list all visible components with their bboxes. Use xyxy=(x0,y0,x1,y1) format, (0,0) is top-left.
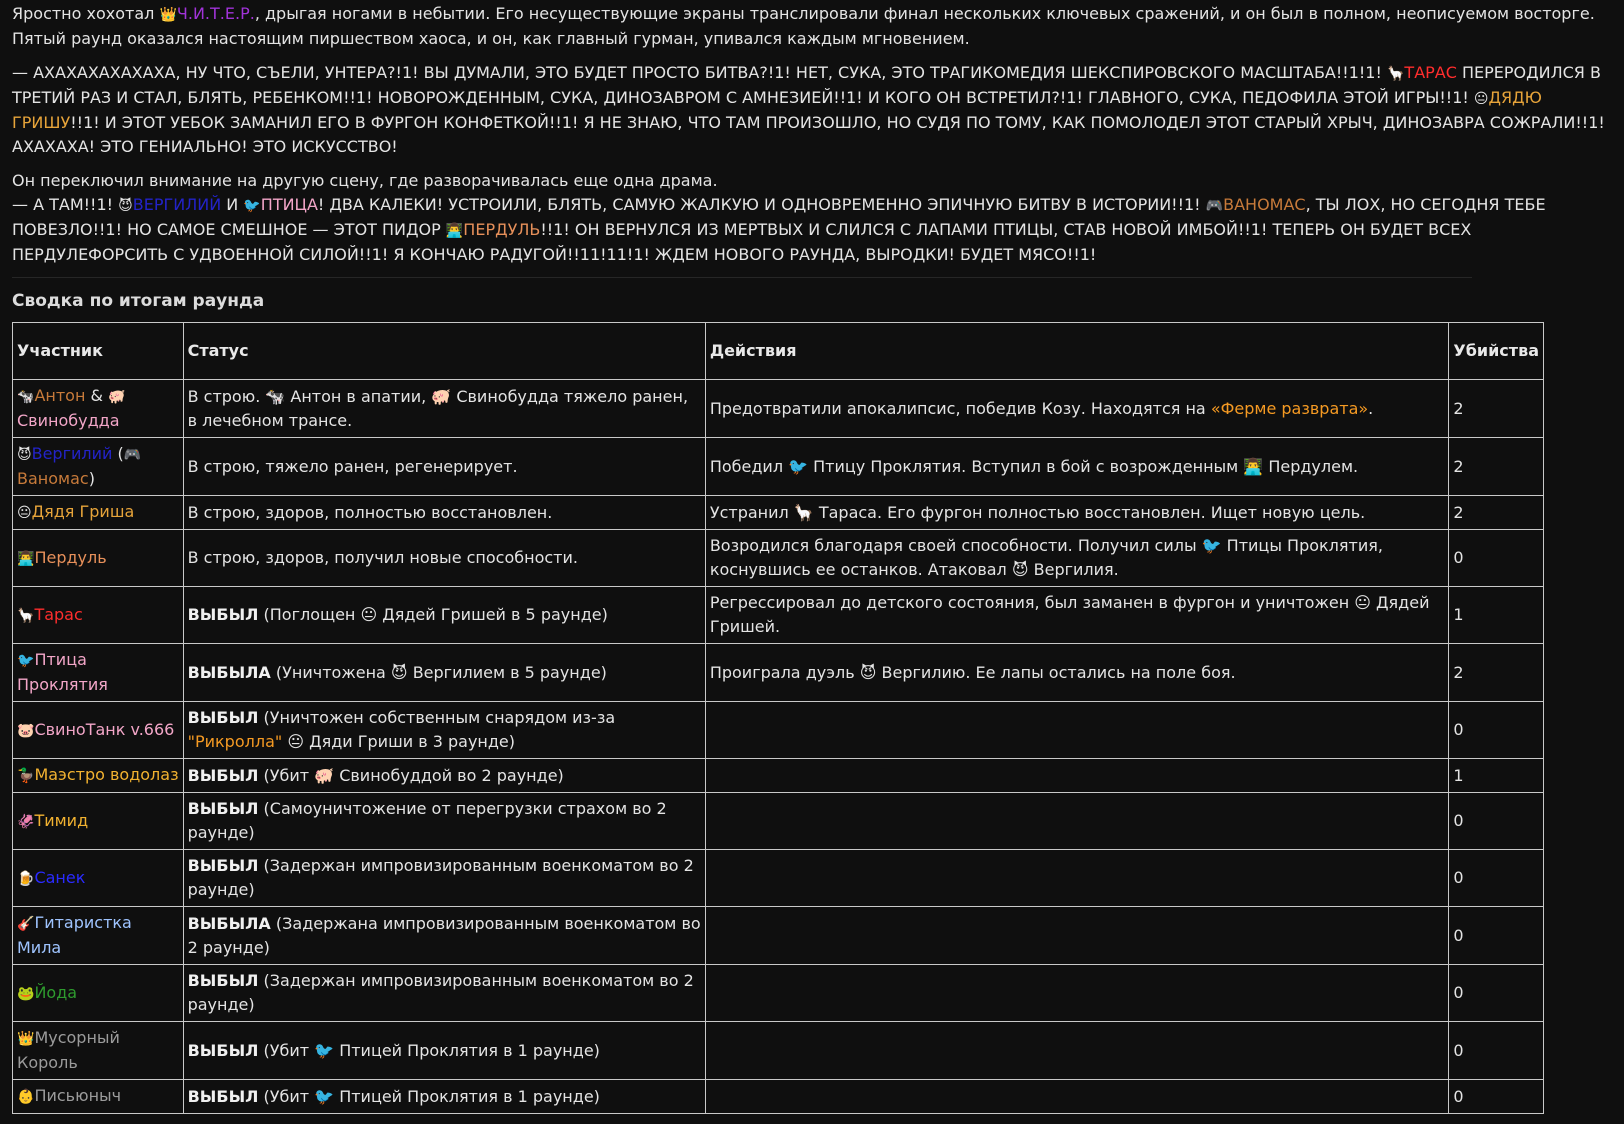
table-row xyxy=(13,702,1544,759)
participant-name: СвиноТанк v.666 xyxy=(34,719,175,739)
text: (Убит 🐦 Птицей Проклятия в 1 раунде) xyxy=(258,1086,600,1106)
llama-icon: 🦙 xyxy=(1386,66,1405,82)
header-actions: Действия xyxy=(705,323,1449,380)
text: ) xyxy=(88,469,95,488)
text: 😐 Дяди Гриши в 3 раунде) xyxy=(282,732,516,751)
participant-cell xyxy=(13,759,184,793)
technologist-icon: 👨‍💻 xyxy=(445,223,464,239)
status-eliminated: ВЫБЫЛА xyxy=(187,662,271,682)
table-row xyxy=(13,1022,1544,1080)
text: (Поглощен 😐 Дядей Гришей в 5 раунде) xyxy=(258,605,608,624)
participant-cell xyxy=(13,702,184,759)
kills-cell: 0 xyxy=(1449,965,1544,1022)
text: , ТЫ ЛОХ, НО СЕГОДНЯ ТЕБЕ ПОВЕЗЛО!!1! НО САМОЕ СМЕШНОЕ — ЭТОТ ПИДОР xyxy=(12,195,1546,239)
crown-icon: 👑 xyxy=(159,7,177,23)
participant-name: Йода xyxy=(34,982,78,1002)
kills-cell: 1 xyxy=(1449,759,1544,793)
duck-icon: 🦆 xyxy=(17,768,35,784)
table-row xyxy=(13,380,1544,438)
status-eliminated: ВЫБЫЛ xyxy=(187,605,259,624)
pig-face-icon: 🐷 xyxy=(17,722,35,739)
text: Он переключил внимание на другую сцену, где разворачивалась еще одна драма. xyxy=(12,171,718,190)
header-participant: Участник xyxy=(13,323,184,380)
status-cell xyxy=(183,644,705,702)
kills-cell: 2 xyxy=(1449,644,1544,702)
actions-cell: Возродился благодаря своей способности. Получил силы 🐦 Птицы Проклятия, коснувшись ее останков. Атаковал 😈 Вергилия. xyxy=(705,530,1449,587)
status-cell xyxy=(183,1022,705,1080)
participant-name: Свинобудда xyxy=(17,411,120,430)
text: (Задержан импровизированным военкоматом во 2 раунде) xyxy=(187,856,694,899)
intro-paragraph-3 xyxy=(12,169,1612,267)
participant-cell xyxy=(13,530,184,587)
devil-icon: 😈 xyxy=(17,447,32,463)
text: & xyxy=(85,386,109,405)
actions-cell xyxy=(705,907,1449,965)
header-status: Статус xyxy=(183,323,705,380)
gamepad-icon: 🎮 xyxy=(1205,198,1224,214)
status-cell: В строю, здоров, получил новые способности. xyxy=(183,530,705,587)
table-row xyxy=(13,496,1544,530)
actions-cell xyxy=(705,965,1449,1022)
character-name-vergiliy: ВЕРГИЛИЙ xyxy=(132,195,222,214)
kills-cell: 0 xyxy=(1449,1022,1544,1080)
neutral-face-icon: 😐 xyxy=(17,505,32,521)
character-name-vanomas: ВАНОМАС xyxy=(1223,195,1306,214)
character-name-cheater: Ч.И.Т.Е.Р. xyxy=(176,4,255,23)
participant-cell xyxy=(13,587,184,644)
participant-name: Тимид xyxy=(34,810,89,830)
actions-cell: Проиграла дуэль 😈 Вергилию. Ее лапы остались на поле боя. xyxy=(705,644,1449,702)
llama-icon: 🦙 xyxy=(17,607,35,624)
participant-cell xyxy=(13,1080,184,1114)
table-header-row xyxy=(13,323,1544,380)
text: ПЕРЕРОДИЛСЯ В ТРЕТИЙ РАЗ И СТАЛ, БЛЯТЬ, РЕБЕНКОМ!!1! НОВОРОЖДЕННЫМ, СУКА, ДИНОЗАВРОМ С АМНЕЗИЕЙ!!1! И КОГО ОН ВСТРЕТИЛ?!1! ГЛАВНОГО, СУКА, ПЕДОФИЛА ЭТОЙ ИГРЫ!!1! xyxy=(12,63,1601,107)
table-row xyxy=(13,644,1544,702)
status-cell xyxy=(183,850,705,907)
header-kills: Убийства xyxy=(1449,323,1544,380)
participant-name: Пердуль xyxy=(34,547,107,567)
status-eliminated: ВЫБЫЛА xyxy=(187,913,271,933)
participant-cell xyxy=(13,793,184,850)
table-row xyxy=(13,530,1544,587)
status-eliminated: ВЫБЫЛ xyxy=(187,1086,259,1106)
kills-cell: 0 xyxy=(1449,907,1544,965)
text: (Задержан импровизированным военкоматом во 2 раунде) xyxy=(187,971,694,1014)
character-name-grisha: ДЯДЮ ГРИШУ xyxy=(12,88,1542,132)
participant-name: Мусорный Король xyxy=(17,1028,120,1072)
table-row xyxy=(13,907,1544,965)
table-row xyxy=(13,587,1544,644)
actions-cell xyxy=(705,380,1449,438)
kills-cell: 0 xyxy=(1449,850,1544,907)
participant-name: Гитаристка Мила xyxy=(17,913,132,957)
baby-icon: 👶 xyxy=(17,1089,35,1105)
text: (Самоуничтожение от перегрузки страхом во 2 раунде) xyxy=(187,799,667,842)
text: — А ТАМ!!1! xyxy=(12,195,119,214)
text: ( xyxy=(112,444,124,463)
text: (Уничтожена 😈 Вергилием в 5 раунде) xyxy=(270,662,607,682)
neutral-face-icon: 😐 xyxy=(1473,91,1489,107)
text: Яростно хохотал xyxy=(12,4,160,23)
status-cell: В строю. 🐄 Антон в апатии, 🐖 Свинобудда тяжело ранен, в лечебном трансе. xyxy=(183,380,705,438)
table-row xyxy=(13,438,1544,496)
intro-paragraph-1 xyxy=(12,2,1612,51)
summary-table xyxy=(12,322,1544,1114)
status-eliminated: ВЫБЫЛ xyxy=(187,708,259,727)
actions-cell: Устранил 🦙 Тараса. Его фургон полностью восстановлен. Ищет новую цель. xyxy=(705,496,1449,530)
status-cell xyxy=(183,759,705,793)
table-row xyxy=(13,793,1544,850)
participant-name: Тарас xyxy=(34,604,83,624)
status-cell xyxy=(183,793,705,850)
status-eliminated: ВЫБЫЛ xyxy=(187,856,259,875)
text: (Убит 🐦 Птицей Проклятия в 1 раунде) xyxy=(258,1040,600,1060)
bird-icon: 🐦 xyxy=(17,653,35,669)
text: (Уничтожен собственным снарядом из-за xyxy=(258,708,616,727)
text: ! ДВА КАЛЕКИ! УСТРОИЛИ, БЛЯТЬ, САМУЮ ЖАЛКУЮ И ОДНОВРЕМЕННО ЭПИЧНУЮ БИТВУ В ИСТОРИИ!!1! xyxy=(317,195,1206,214)
kills-cell: 0 xyxy=(1449,530,1544,587)
summary-title: Сводка по итогам раунда xyxy=(12,291,265,311)
participant-name: Антон xyxy=(34,386,86,405)
table-row xyxy=(13,759,1544,793)
character-name-perdul: ПЕРДУЛЬ xyxy=(463,220,541,239)
kills-cell: 1 xyxy=(1449,587,1544,644)
participant-name: Маэстро водолаз xyxy=(34,765,179,784)
status-cell xyxy=(183,1080,705,1114)
frog-icon: 🐸 xyxy=(17,985,35,1002)
participant-name: Вергилий xyxy=(31,444,113,463)
beer-icon: 🍺 xyxy=(17,870,35,887)
actions-cell xyxy=(705,850,1449,907)
actions-cell xyxy=(705,759,1449,793)
text: (Убит 🐖 Свинобуддой во 2 раунде) xyxy=(258,765,564,785)
participant-cell xyxy=(13,850,184,907)
participant-cell xyxy=(13,907,184,965)
participant-name: Дядя Гриша xyxy=(31,502,135,521)
technologist-icon: 👨‍💻 xyxy=(17,550,35,567)
crown-icon: 👑 xyxy=(17,1031,35,1047)
bird-icon: 🐦 xyxy=(243,198,261,214)
table-row xyxy=(13,1080,1544,1114)
participant-cell xyxy=(13,965,184,1022)
participant-cell xyxy=(13,380,184,438)
squid-icon: 🦑 xyxy=(17,813,35,830)
participant-cell xyxy=(13,496,184,530)
kills-cell: 2 xyxy=(1449,380,1544,438)
participant-name: Санек xyxy=(34,867,86,887)
kills-cell: 2 xyxy=(1449,496,1544,530)
devil-icon: 😈 xyxy=(118,198,133,214)
status-cell xyxy=(183,965,705,1022)
actions-cell xyxy=(705,702,1449,759)
participant-cell xyxy=(13,438,184,496)
kills-cell: 0 xyxy=(1449,793,1544,850)
text: !!1! ОН ВЕРНУЛСЯ ИЗ МЕРТВЫХ И СЛИЛСЯ С ЛАПАМИ ПТИЦЫ, СТАВ НОВОЙ ИМБОЙ!!1! ТЕПЕРЬ ОН БУДЕТ ВСЕХ ПЕРДУЛЕФОРСИТЬ С УДВОЕННОЙ СИЛОЙ!!1! Я КОНЧАЮ РАДУГОЙ!!11!11!1! ЖДЕМ НОВОГО РАУНДА, ВЫРОДКИ! БУДЕТ МЯСО!!1! xyxy=(12,220,1472,264)
status-cell xyxy=(183,702,705,759)
participant-cell xyxy=(13,1022,184,1080)
text: Предотвратили апокалипсис, победив Козу. Находятся на xyxy=(709,398,1211,418)
gamepad-icon: 🎮 xyxy=(123,447,142,463)
character-name-bird: ПТИЦА xyxy=(260,195,318,214)
text: . xyxy=(1368,398,1374,418)
actions-cell: Победил 🐦 Птицу Проклятия. Вступил в бой с возрожденным 👨‍💻 Пердулем. xyxy=(705,438,1449,496)
status-eliminated: ВЫБЫЛ xyxy=(187,765,259,785)
participant-name: Ваномас xyxy=(17,469,89,488)
participant-cell xyxy=(13,644,184,702)
table-row xyxy=(13,850,1544,907)
text: , дрыгая ногами в небытии. Его несуществующие экраны транслировали финал нескольких ключевых сражений, и он был в полном, неописуемом восторге. Пятый раунд оказался настоящим пиршеством хаоса, и он, как главный гурман, упивался каждым мгновением. xyxy=(12,4,1595,48)
kills-cell: 0 xyxy=(1449,1080,1544,1114)
text: !!1! И ЭТОТ УЕБОК ЗАМАНИЛ ЕГО В ФУРГОН КОНФЕТКОЙ!!1! Я НЕ ЗНАЮ, ЧТО ТАМ ПРОИЗОШЛО, НО СУДЯ ПО ТОМУ, КАК ПОМОЛОДЕЛ ЭТОТ СТАРЫЙ ХРЫЧ, ДИНОЗАВРА СОЖРАЛИ!!1! АХАХАХА! ЭТО ГЕНИАЛЬНО! ЭТО ИСКУССТВО! xyxy=(12,113,1605,156)
rickroll-link[interactable]: "Рикролла" xyxy=(187,732,283,751)
text: — АХАХАХАХАХАХА, НУ ЧТО, СЪЕЛИ, УНТЕРА?!1! ВЫ ДУМАЛИ, ЭТО БУДЕТ ПРОСТО БИТВА?!1! НЕТ, СУКА, ЭТО ТРАГИКОМЕДИЯ ШЕКСПИРОВСКОГО МАСШТАБА!!1!1! xyxy=(12,63,1387,82)
actions-cell xyxy=(705,1022,1449,1080)
text: И xyxy=(221,195,244,214)
cow-icon: 🐄 xyxy=(17,389,35,405)
table-row xyxy=(13,965,1544,1022)
text: (Задержана импровизированным военкоматом во 2 раунде) xyxy=(187,913,701,957)
status-cell: В строю, тяжело ранен, регенерирует. xyxy=(183,438,705,496)
actions-cell: Регрессировал до детского состояния, был заманен в фургон и уничтожен 😐 Дядей Гришей. xyxy=(705,587,1449,644)
status-cell xyxy=(183,587,705,644)
pig-icon: 🐖 xyxy=(108,389,126,405)
actions-cell xyxy=(705,1080,1449,1114)
status-eliminated: ВЫБЫЛ xyxy=(187,971,259,990)
status-cell: В строю, здоров, полностью восстановлен. xyxy=(183,496,705,530)
status-eliminated: ВЫБЫЛ xyxy=(187,799,259,818)
status-cell xyxy=(183,907,705,965)
kills-cell: 0 xyxy=(1449,702,1544,759)
actions-cell xyxy=(705,793,1449,850)
participant-name: Письюныч xyxy=(34,1086,122,1105)
farm-link[interactable]: «Ферме разврата» xyxy=(1210,398,1369,418)
kills-cell: 2 xyxy=(1449,438,1544,496)
guitar-icon: 🎸 xyxy=(17,916,35,932)
participant-name: Птица Проклятия xyxy=(17,650,108,694)
intro-paragraph-2 xyxy=(12,61,1612,159)
divider xyxy=(12,277,1472,278)
character-name-taras: ТАРАС xyxy=(1404,63,1457,82)
status-eliminated: ВЫБЫЛ xyxy=(187,1040,259,1060)
